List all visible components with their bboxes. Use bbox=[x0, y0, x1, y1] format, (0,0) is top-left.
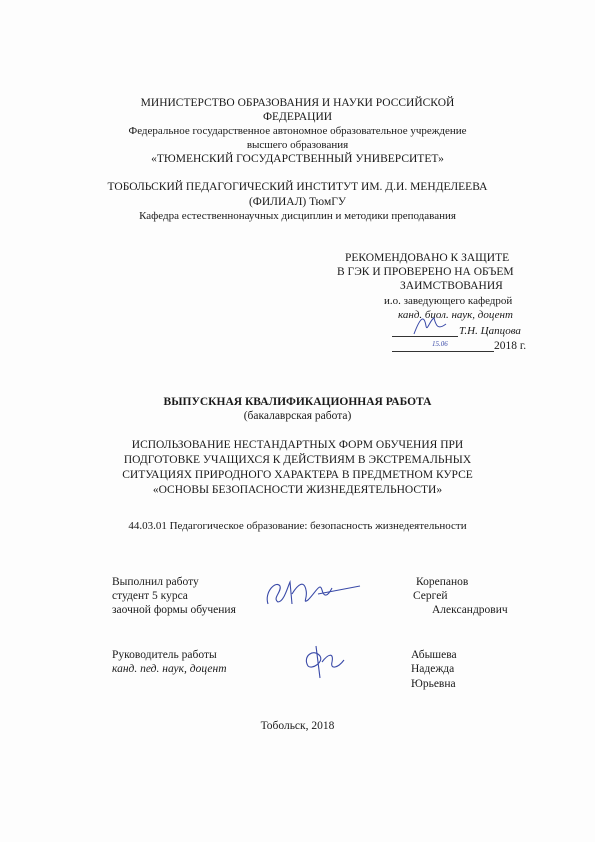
supervisor-surname: Абышева bbox=[411, 649, 457, 661]
student-patronymic: Александрович bbox=[432, 604, 508, 616]
approval-line-3: ЗАИМСТВОВАНИЯ bbox=[400, 280, 503, 292]
supervisor-signature bbox=[298, 642, 350, 682]
supervisor-label-2: канд. пед. наук, доцент bbox=[112, 663, 227, 675]
approval-year: 2018 г. bbox=[494, 340, 527, 352]
supervisor-first-name: Надежда bbox=[411, 663, 455, 675]
work-type: ВЫПУСКНАЯ КВАЛИФИКАЦИОННАЯ РАБОТА bbox=[163, 396, 432, 408]
institute-line-2: (ФИЛИАЛ) ТюмГУ bbox=[248, 196, 347, 208]
supervisor-patronymic: Юрьевна bbox=[411, 678, 456, 690]
student-first-name: Сергей bbox=[413, 590, 448, 602]
student-label-3: заочной формы обучения bbox=[112, 604, 236, 616]
work-title-line-2: ПОДГОТОВКЕ УЧАЩИХСЯ К ДЕЙСТВИЯМ В ЭКСТРЕМАЛЬНЫХ bbox=[123, 454, 472, 466]
work-title-line-3: СИТУАЦИЯХ ПРИРОДНОГО ХАРАКТЕРА В ПРЕДМЕТНОМ КУРСЕ bbox=[122, 469, 473, 481]
approval-date-line bbox=[392, 351, 494, 352]
approval-line-2: В ГЭК И ПРОВЕРЕНО НА ОБЪЕМ bbox=[337, 266, 514, 278]
approval-signature bbox=[410, 312, 450, 338]
fgaou-line-2: высшего образования bbox=[246, 139, 349, 151]
institute-line-1: ТОБОЛЬСКИЙ ПЕДАГОГИЧЕСКИЙ ИНСТИТУТ ИМ. Д.И. МЕНДЕЛЕЕВА bbox=[107, 181, 488, 193]
work-title-line-1: ИСПОЛЬЗОВАНИЕ НЕСТАНДАРТНЫХ ФОРМ ОБУЧЕНИЯ ПРИ bbox=[131, 439, 464, 451]
student-surname: Корепанов bbox=[416, 576, 469, 588]
work-subtype: (бакалаврская работа) bbox=[243, 410, 352, 422]
student-label-2: студент 5 курса bbox=[112, 590, 188, 602]
ministry-line-1: МИНИСТЕРСТВО ОБРАЗОВАНИЯ И НАУКИ РОССИЙСКОЙ bbox=[140, 97, 455, 109]
specialty: 44.03.01 Педагогическое образование: безопасность жизнедеятельности bbox=[128, 520, 467, 532]
ministry-line-2: ФЕДЕРАЦИИ bbox=[262, 111, 333, 123]
student-signature bbox=[262, 572, 362, 612]
student-label-1: Выполнил работу bbox=[112, 576, 199, 588]
approval-degree: канд. биол. наук, доцент bbox=[398, 309, 513, 321]
fgaou-line-1: Федеральное государственное автономное образовательное учреждение bbox=[128, 125, 467, 137]
work-title-line-4: «ОСНОВЫ БЕЗОПАСНОСТИ ЖИЗНЕДЕЯТЕЛЬНОСТИ» bbox=[152, 484, 443, 496]
city-year: Тобольск, 2018 bbox=[260, 720, 335, 732]
supervisor-label-1: Руководитель работы bbox=[112, 649, 217, 661]
approval-handwritten-date: 15.06 bbox=[432, 340, 448, 348]
approval-position: и.о. заведующего кафедрой bbox=[384, 295, 513, 307]
department-name: Кафедра естественнонаучных дисциплин и методики преподавания bbox=[139, 210, 456, 222]
approval-name: Т.Н. Цапцова bbox=[459, 325, 521, 337]
university-name: «ТЮМЕНСКИЙ ГОСУДАРСТВЕННЫЙ УНИВЕРСИТЕТ» bbox=[151, 153, 444, 165]
approval-line-1: РЕКОМЕНДОВАНО К ЗАЩИТЕ bbox=[345, 252, 510, 264]
